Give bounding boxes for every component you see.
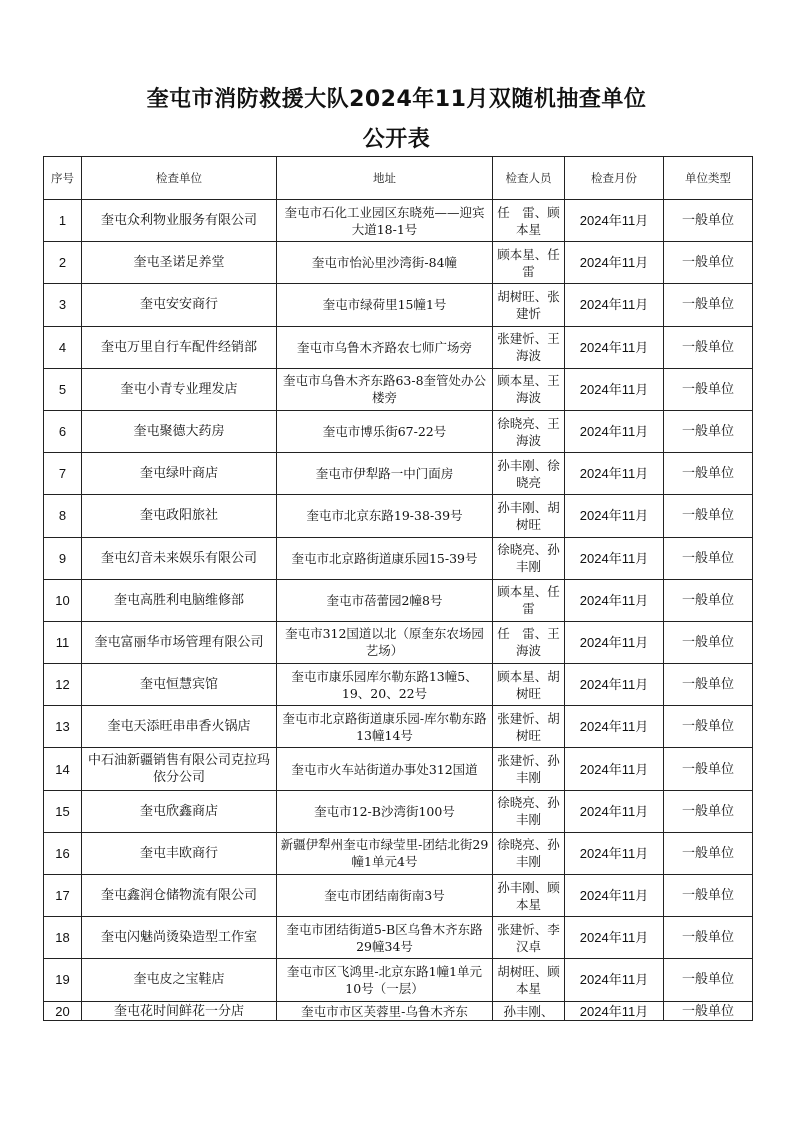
cell-type: 一般单位 — [664, 748, 753, 790]
cell-month: 2024年11月 — [565, 917, 664, 959]
cell-unit: 奎屯丰欧商行 — [82, 832, 277, 874]
cell-unit: 奎屯恒慧宾馆 — [82, 664, 277, 706]
cell-month: 2024年11月 — [565, 621, 664, 663]
table-row — [44, 959, 753, 1001]
table-row — [44, 326, 753, 368]
cell-unit: 奎屯聚德大药房 — [82, 410, 277, 452]
table-row — [44, 579, 753, 621]
cell-month: 2024年11月 — [565, 453, 664, 495]
document-title: 奎屯市消防救援大队2024年11月双随机抽查单位 — [146, 87, 647, 112]
cell-seq: 20 — [44, 1001, 82, 1020]
cell-seq: 2 — [44, 242, 82, 284]
cell-unit: 奎屯绿叶商店 — [82, 453, 277, 495]
cell-address: 奎屯市北京路街道康乐园15-39号 — [277, 537, 493, 579]
cell-inspectors: 徐晓亮、孙丰刚 — [493, 537, 565, 579]
header-seq: 序号 — [44, 157, 82, 200]
table-row — [44, 242, 753, 284]
cell-seq: 11 — [44, 621, 82, 663]
cell-seq: 10 — [44, 579, 82, 621]
table-row — [44, 664, 753, 706]
cell-seq: 6 — [44, 410, 82, 452]
cell-inspectors: 徐晓亮、孙丰刚 — [493, 832, 565, 874]
cell-unit: 奎屯闪魅尚烫染造型工作室 — [82, 917, 277, 959]
cell-inspectors: 顾本星、王海波 — [493, 368, 565, 410]
cell-month: 2024年11月 — [565, 875, 664, 917]
cell-seq: 15 — [44, 790, 82, 832]
cell-unit: 中石油新疆销售有限公司克拉玛依分公司 — [82, 748, 277, 790]
cell-unit: 奎屯欣鑫商店 — [82, 790, 277, 832]
cell-address: 奎屯市怡沁里沙湾街-84幢 — [277, 242, 493, 284]
table-row — [44, 284, 753, 326]
cell-address: 奎屯市北京路街道康乐园-库尔勒东路13幢14号 — [277, 706, 493, 748]
cell-inspectors: 孙丰刚、 — [493, 1001, 565, 1020]
table-header-row — [44, 157, 753, 200]
cell-inspectors: 孙丰刚、胡树旺 — [493, 495, 565, 537]
cell-inspectors: 徐晓亮、孙丰刚 — [493, 790, 565, 832]
cell-unit: 奎屯幻音未来娱乐有限公司 — [82, 537, 277, 579]
cell-inspectors: 张建忻、胡树旺 — [493, 706, 565, 748]
cell-inspectors: 孙丰刚、顾本星 — [493, 875, 565, 917]
cell-month: 2024年11月 — [565, 1001, 664, 1020]
cell-seq: 19 — [44, 959, 82, 1001]
cell-month: 2024年11月 — [565, 200, 664, 242]
cell-type: 一般单位 — [664, 200, 753, 242]
cell-seq: 4 — [44, 326, 82, 368]
cell-seq: 13 — [44, 706, 82, 748]
cell-inspectors: 徐晓亮、王海波 — [493, 410, 565, 452]
cell-type: 一般单位 — [664, 664, 753, 706]
cell-unit: 奎屯天添旺串串香火锅店 — [82, 706, 277, 748]
table-row — [44, 748, 753, 790]
cell-type: 一般单位 — [664, 1001, 753, 1020]
cell-unit: 奎屯富丽华市场管理有限公司 — [82, 621, 277, 663]
cell-seq: 1 — [44, 200, 82, 242]
cell-month: 2024年11月 — [565, 537, 664, 579]
cell-inspectors: 张建忻、孙丰刚 — [493, 748, 565, 790]
cell-inspectors: 任 雷、王海波 — [493, 621, 565, 663]
cell-month: 2024年11月 — [565, 495, 664, 537]
cell-unit: 奎屯万里自行车配件经销部 — [82, 326, 277, 368]
table-row — [44, 621, 753, 663]
cell-type: 一般单位 — [664, 242, 753, 284]
cell-unit: 奎屯高胜利电脑维修部 — [82, 579, 277, 621]
cell-unit: 奎屯鑫润仓储物流有限公司 — [82, 875, 277, 917]
cell-month: 2024年11月 — [565, 579, 664, 621]
cell-address: 新疆伊犁州奎屯市绿莹里-团结北街29幢1单元4号 — [277, 832, 493, 874]
cell-address: 奎屯市乌鲁木齐路农七师广场旁 — [277, 326, 493, 368]
cell-inspectors: 顾本星、任 雷 — [493, 579, 565, 621]
table-row — [44, 537, 753, 579]
cell-seq: 8 — [44, 495, 82, 537]
cell-address: 奎屯市蓓蕾园2幢8号 — [277, 579, 493, 621]
cell-type: 一般单位 — [664, 959, 753, 1001]
inspection-table — [43, 156, 753, 1021]
cell-address: 奎屯市石化工业园区东晓苑——迎宾大道18-1号 — [277, 200, 493, 242]
cell-address: 奎屯市区飞鸿里-北京东路1幢1单元10号（一层） — [277, 959, 493, 1001]
cell-address: 奎屯市乌鲁木齐东路63-8奎管处办公楼旁 — [277, 368, 493, 410]
header-address: 地址 — [277, 157, 493, 200]
cell-seq: 12 — [44, 664, 82, 706]
cell-address: 奎屯市12-B沙湾街100号 — [277, 790, 493, 832]
cell-address: 奎屯市绿荷里15幢1号 — [277, 284, 493, 326]
cell-type: 一般单位 — [664, 284, 753, 326]
cell-inspectors: 张建忻、王海波 — [493, 326, 565, 368]
cell-unit: 奎屯圣诺足养堂 — [82, 242, 277, 284]
cell-month: 2024年11月 — [565, 664, 664, 706]
cell-seq: 17 — [44, 875, 82, 917]
cell-seq: 3 — [44, 284, 82, 326]
cell-inspectors: 孙丰刚、徐晓亮 — [493, 453, 565, 495]
cell-unit: 奎屯众利物业服务有限公司 — [82, 200, 277, 242]
cell-type: 一般单位 — [664, 790, 753, 832]
cell-inspectors: 顾本星、胡树旺 — [493, 664, 565, 706]
cell-type: 一般单位 — [664, 410, 753, 452]
cell-type: 一般单位 — [664, 537, 753, 579]
cell-month: 2024年11月 — [565, 368, 664, 410]
cell-address: 奎屯市312国道以北（原奎东农场园艺场） — [277, 621, 493, 663]
cell-unit: 奎屯政阳旅社 — [82, 495, 277, 537]
cell-type: 一般单位 — [664, 495, 753, 537]
cell-month: 2024年11月 — [565, 790, 664, 832]
cell-type: 一般单位 — [664, 706, 753, 748]
cell-inspectors: 胡树旺、张建忻 — [493, 284, 565, 326]
cell-type: 一般单位 — [664, 917, 753, 959]
table-body — [44, 200, 753, 1021]
cell-month: 2024年11月 — [565, 706, 664, 748]
cell-address: 奎屯市博乐街67-22号 — [277, 410, 493, 452]
cell-address: 奎屯市团结南街南3号 — [277, 875, 493, 917]
cell-inspectors: 顾本星、任 雷 — [493, 242, 565, 284]
cell-month: 2024年11月 — [565, 832, 664, 874]
cell-unit: 奎屯小青专业理发店 — [82, 368, 277, 410]
cell-unit: 奎屯花时间鲜花一分店 — [82, 1001, 277, 1020]
cell-address: 奎屯市市区芙蓉里-乌鲁木齐东 — [277, 1001, 493, 1020]
cell-month: 2024年11月 — [565, 326, 664, 368]
cell-address: 奎屯市伊犁路一中门面房 — [277, 453, 493, 495]
cell-type: 一般单位 — [664, 326, 753, 368]
table-row — [44, 706, 753, 748]
cell-type: 一般单位 — [664, 368, 753, 410]
cell-month: 2024年11月 — [565, 284, 664, 326]
cell-month: 2024年11月 — [565, 959, 664, 1001]
cell-month: 2024年11月 — [565, 748, 664, 790]
header-type: 单位类型 — [664, 157, 753, 200]
cell-inspectors: 胡树旺、顾本星 — [493, 959, 565, 1001]
cell-type: 一般单位 — [664, 579, 753, 621]
cell-seq: 16 — [44, 832, 82, 874]
cell-unit: 奎屯安安商行 — [82, 284, 277, 326]
cell-month: 2024年11月 — [565, 242, 664, 284]
cell-type: 一般单位 — [664, 875, 753, 917]
table-row — [44, 875, 753, 917]
table-row — [44, 368, 753, 410]
cell-type: 一般单位 — [664, 832, 753, 874]
header-inspectors: 检查人员 — [493, 157, 565, 200]
table-row — [44, 790, 753, 832]
cell-address: 奎屯市火车站街道办事处312国道 — [277, 748, 493, 790]
cell-seq: 9 — [44, 537, 82, 579]
table-row — [44, 1001, 753, 1020]
table-row — [44, 917, 753, 959]
table-row — [44, 200, 753, 242]
cell-inspectors: 张建忻、李汉卓 — [493, 917, 565, 959]
cell-type: 一般单位 — [664, 453, 753, 495]
cell-inspectors: 任 雷、顾本星 — [493, 200, 565, 242]
table-row — [44, 495, 753, 537]
table-row — [44, 832, 753, 874]
cell-unit: 奎屯皮之宝鞋店 — [82, 959, 277, 1001]
cell-seq: 14 — [44, 748, 82, 790]
document-subtitle: 公开表 — [362, 127, 431, 152]
cell-seq: 5 — [44, 368, 82, 410]
cell-seq: 18 — [44, 917, 82, 959]
header-month: 检查月份 — [565, 157, 664, 200]
cell-month: 2024年11月 — [565, 410, 664, 452]
cell-seq: 7 — [44, 453, 82, 495]
cell-address: 奎屯市北京东路19-38-39号 — [277, 495, 493, 537]
cell-address: 奎屯市康乐园库尔勒东路13幢5、19、20、22号 — [277, 664, 493, 706]
header-unit: 检查单位 — [82, 157, 277, 200]
table-row — [44, 410, 753, 452]
table-row — [44, 453, 753, 495]
cell-type: 一般单位 — [664, 621, 753, 663]
cell-address: 奎屯市团结街道5-B区乌鲁木齐东路29幢34号 — [277, 917, 493, 959]
